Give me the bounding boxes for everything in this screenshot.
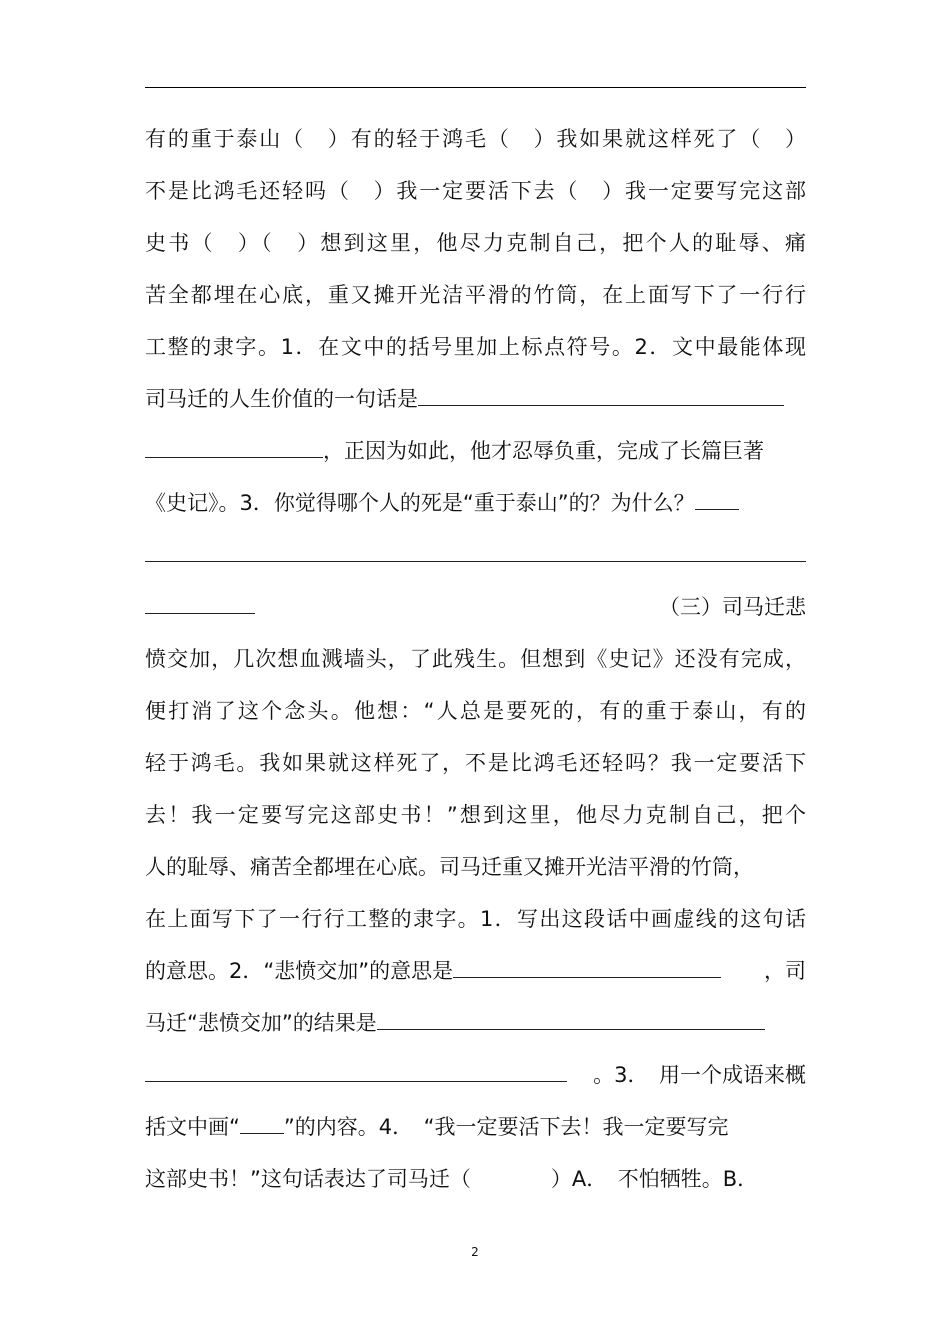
text-line (145, 489, 806, 517)
text-line: 轻于鸿毛。我如果就这样死了，不是比鸿毛还轻吗？我一定要活下 (145, 751, 806, 775)
text-line: 便打消了这个念头。他想：“人总是要死的，有的重于泰山，有的 (145, 699, 806, 723)
text-line: 愤交加，几次想血溅墙头，了此残生。但想到《史记》还没有完成， (145, 647, 806, 671)
text-line: 去！我一定要写完这部史书！”想到这里，他尽力克制自己，把个 (145, 803, 806, 827)
answer-blank[interactable] (453, 957, 721, 978)
line-text: 的意思。2．“悲愤交加”的意思是 (145, 959, 454, 983)
line-text: 。3． 用一个成语来概 (593, 1063, 806, 1087)
line-text: 司马迁的人生价值的一句话是 (145, 387, 418, 411)
line-text: 马迁“悲愤交加”的结果是 (145, 1011, 377, 1035)
answer-blank[interactable] (377, 1009, 765, 1030)
text-line (145, 541, 806, 569)
answer-blank[interactable] (145, 593, 255, 614)
line-text: 《史记》。3．你觉得哪个人的死是“重于泰山”的？为什么？ (145, 491, 695, 515)
line-text: ”的内容。4． “我一定要活下去！我一定要写完 (283, 1115, 729, 1139)
answer-blank[interactable] (145, 541, 806, 562)
text-line (145, 1009, 806, 1037)
text-line (145, 957, 806, 985)
answer-blank[interactable] (695, 489, 739, 510)
answer-blank[interactable] (145, 1061, 567, 1082)
text-line: 在上面写下了一行行工整的隶字。1．写出这段话中画虚线的这句话 (145, 907, 806, 931)
line-text: 这部史书！”这句话表达了司马迁（ (145, 1167, 471, 1191)
line-text: ，司 (764, 959, 806, 983)
text-line: 不是比鸿毛还轻吗（ ）我一定要活下去（ ）我一定要写完这部 (145, 179, 806, 203)
line-text: ）A． 不怕牺牲。B． (550, 1167, 759, 1191)
answer-blank[interactable] (418, 385, 784, 406)
text-line: 人的耻辱、痛苦全都埋在心底。司马迁重又摊开光洁平滑的竹筒， (145, 855, 754, 879)
text-line: 工整的隶字。1．在文中的括号里加上标点符号。2．文中最能体现 (145, 335, 806, 359)
text-line (145, 1165, 806, 1193)
answer-blank[interactable] (145, 437, 323, 458)
text-line: 有的重于泰山（ ）有的轻于鸿毛（ ）我如果就这样死了（ ） (145, 127, 806, 151)
line-text: ，正因为如此，他才忍辱负重，完成了长篇巨著 (323, 439, 764, 463)
page-number: 2 (471, 1245, 479, 1259)
answer-blank[interactable] (240, 1113, 284, 1134)
text-line (145, 385, 806, 413)
text-line (145, 593, 806, 621)
text-line (145, 1113, 806, 1141)
text-line: 史书（ ）（ ）想到这里，他尽力克制自己，把个人的耻辱、痛 (145, 231, 806, 255)
text-line (145, 1061, 806, 1089)
text-line: 苦全都埋在心底，重又摊开光洁平滑的竹筒，在上面写下了一行行 (145, 283, 806, 307)
header-rule (145, 87, 806, 88)
section-heading: （三）司马迁悲 (659, 595, 806, 619)
line-text: 括文中画“ (145, 1115, 240, 1139)
text-line (145, 437, 806, 465)
